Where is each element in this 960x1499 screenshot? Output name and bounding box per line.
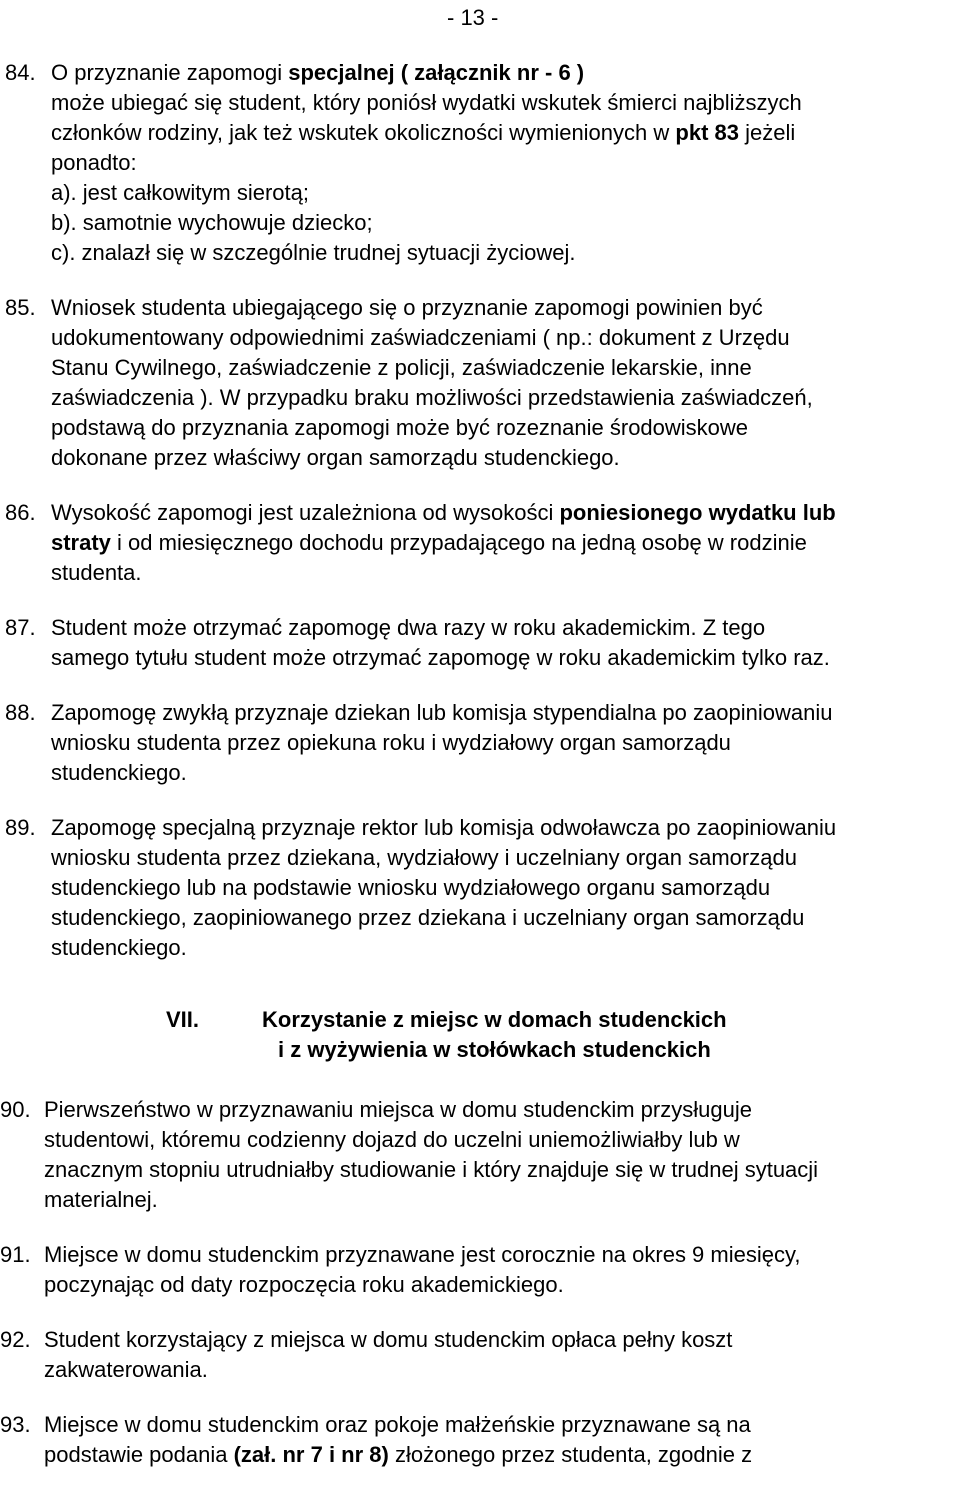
text-run: O przyznanie zapomogi xyxy=(51,60,289,85)
text-line: studentowi, któremu codzienny dojazd do uczelni uniemożliwiałby lub w xyxy=(44,1127,740,1152)
paragraph-text xyxy=(51,58,960,268)
text-line: udokumentowany odpowiednimi zaświadczeniami ( np.: dokument z Urzędu xyxy=(51,325,790,350)
text-run: jeżeli xyxy=(738,120,796,145)
text-run: podstawie podania xyxy=(44,1442,234,1467)
text-line: samego tytułu student może otrzymać zapomogę w roku akademickim tylko raz. xyxy=(51,645,830,670)
paragraph-text xyxy=(51,293,960,473)
text-run: złożonego przez studenta, zgodnie z xyxy=(388,1442,753,1467)
paragraph-text xyxy=(44,1325,960,1385)
text-line: Zapomogę specjalną przyznaje rektor lub komisja odwoławcza po zaopiniowaniu xyxy=(51,815,837,840)
text-line: ponadto: xyxy=(51,150,137,175)
text-line: studenckiego. xyxy=(51,935,187,960)
section-title-line-2: i z wyżywienia w stołówkach studenckich xyxy=(278,1037,711,1062)
text-line: Stanu Cywilnego, zaświadczenie z policji, zaświadczenie lekarskie, inne xyxy=(51,355,752,380)
paragraph-number: 93. xyxy=(0,1412,31,1437)
paragraph-text xyxy=(44,1410,960,1470)
text-line: studenta. xyxy=(51,560,142,585)
paragraph-number: 91. xyxy=(0,1242,31,1267)
section-heading xyxy=(0,1005,960,1077)
text-run: Wysokość zapomogi jest uzależniona od wysokości xyxy=(51,500,560,525)
paragraph-text xyxy=(44,1240,960,1300)
text-line: Zapomogę zwykłą przyznaje dziekan lub komisja stypendialna po zaopiniowaniu xyxy=(51,700,833,725)
bold-text: pkt 83 xyxy=(675,120,739,145)
paragraph-number: 85. xyxy=(5,295,36,320)
page-number: - 13 - xyxy=(447,5,499,30)
paragraph-84 xyxy=(0,58,960,268)
text-line: Pierwszeństwo w przyznawaniu miejsca w domu studenckim przysługuje xyxy=(44,1097,752,1122)
paragraph-number: 88. xyxy=(5,700,36,725)
paragraph-90 xyxy=(0,1095,960,1215)
bold-text: poniesionego wydatku lub xyxy=(559,500,836,525)
bold-text: specjalnej ( załącznik nr - 6 ) xyxy=(288,60,585,85)
text-line: studenckiego. xyxy=(51,760,187,785)
paragraph-89 xyxy=(0,813,960,963)
paragraph-85 xyxy=(0,293,960,473)
list-item: a). jest całkowitym sierotą; xyxy=(51,180,309,205)
paragraph-number: 87. xyxy=(5,615,36,640)
paragraph-text xyxy=(51,498,960,588)
paragraph-86 xyxy=(0,498,960,588)
list-item: c). znalazł się w szczególnie trudnej sytuacji życiowej. xyxy=(51,240,576,265)
text-line: studenckiego lub na podstawie wniosku wydziałowego organu samorządu xyxy=(51,875,771,900)
paragraph-number: 89. xyxy=(5,815,36,840)
paragraph-text xyxy=(44,1095,960,1215)
bold-text: straty xyxy=(51,530,111,555)
paragraph-92 xyxy=(0,1325,960,1385)
text-line: dokonane przez właściwy organ samorządu studenckiego. xyxy=(51,445,620,470)
text-line: Student może otrzymać zapomogę dwa razy w roku akademickim. Z tego xyxy=(51,615,766,640)
text-run: członków rodziny, jak też wskutek okoliczności wymienionych w xyxy=(51,120,676,145)
text-line: studenckiego, zaopiniowanego przez dziekana i uczelniany organ samorządu xyxy=(51,905,805,930)
paragraph-text xyxy=(51,613,960,673)
text-line: wniosku studenta przez dziekana, wydziałowy i uczelniany organ samorządu xyxy=(51,845,797,870)
text-line: wniosku studenta przez opiekuna roku i wydziałowy organ samorządu xyxy=(51,730,731,755)
text-line: zakwaterowania. xyxy=(44,1357,208,1382)
list-item: b). samotnie wychowuje dziecko; xyxy=(51,210,373,235)
text-run: i od miesięcznego dochodu przypadającego na jedną osobę w rodzinie xyxy=(110,530,807,555)
paragraph-87 xyxy=(0,613,960,673)
text-line: może ubiegać się student, który poniósł wydatki wskutek śmierci najbliższych xyxy=(51,90,802,115)
text-line: poczynając od daty rozpoczęcia roku akademickiego. xyxy=(44,1272,564,1297)
paragraph-number: 84. xyxy=(5,60,36,85)
text-line: Miejsce w domu studenckim przyznawane jest corocznie na okres 9 miesięcy, xyxy=(44,1242,801,1267)
paragraph-number: 92. xyxy=(0,1327,31,1352)
section-number: VII. xyxy=(166,1007,200,1032)
paragraph-88 xyxy=(0,698,960,788)
text-line: zaświadczenia ). W przypadku braku możliwości przedstawienia zaświadczeń, xyxy=(51,385,813,410)
text-line: materialnej. xyxy=(44,1187,158,1212)
text-line: znacznym stopniu utrudniałby studiowanie i który znajduje się w trudnej sytuacji xyxy=(44,1157,819,1182)
text-line: Wniosek studenta ubiegającego się o przyznanie zapomogi powinien być xyxy=(51,295,763,320)
paragraph-text xyxy=(51,813,960,963)
paragraph-93 xyxy=(0,1410,960,1470)
bold-text: (zał. nr 7 i nr 8) xyxy=(233,1442,389,1467)
paragraph-number: 86. xyxy=(5,500,36,525)
text-line: Student korzystający z miejsca w domu studenckim opłaca pełny koszt xyxy=(44,1327,733,1352)
text-line: Miejsce w domu studenckim oraz pokoje małżeńskie przyznawane są na xyxy=(44,1412,751,1437)
paragraph-number: 90. xyxy=(0,1097,31,1122)
paragraph-91 xyxy=(0,1240,960,1300)
document-body xyxy=(0,58,960,1470)
text-line: podstawą do przyznania zapomogi może być rozeznanie środowiskowe xyxy=(51,415,749,440)
section-title-line-1: Korzystanie z miejsc w domach studenckich xyxy=(262,1007,727,1032)
paragraph-text xyxy=(51,698,960,788)
